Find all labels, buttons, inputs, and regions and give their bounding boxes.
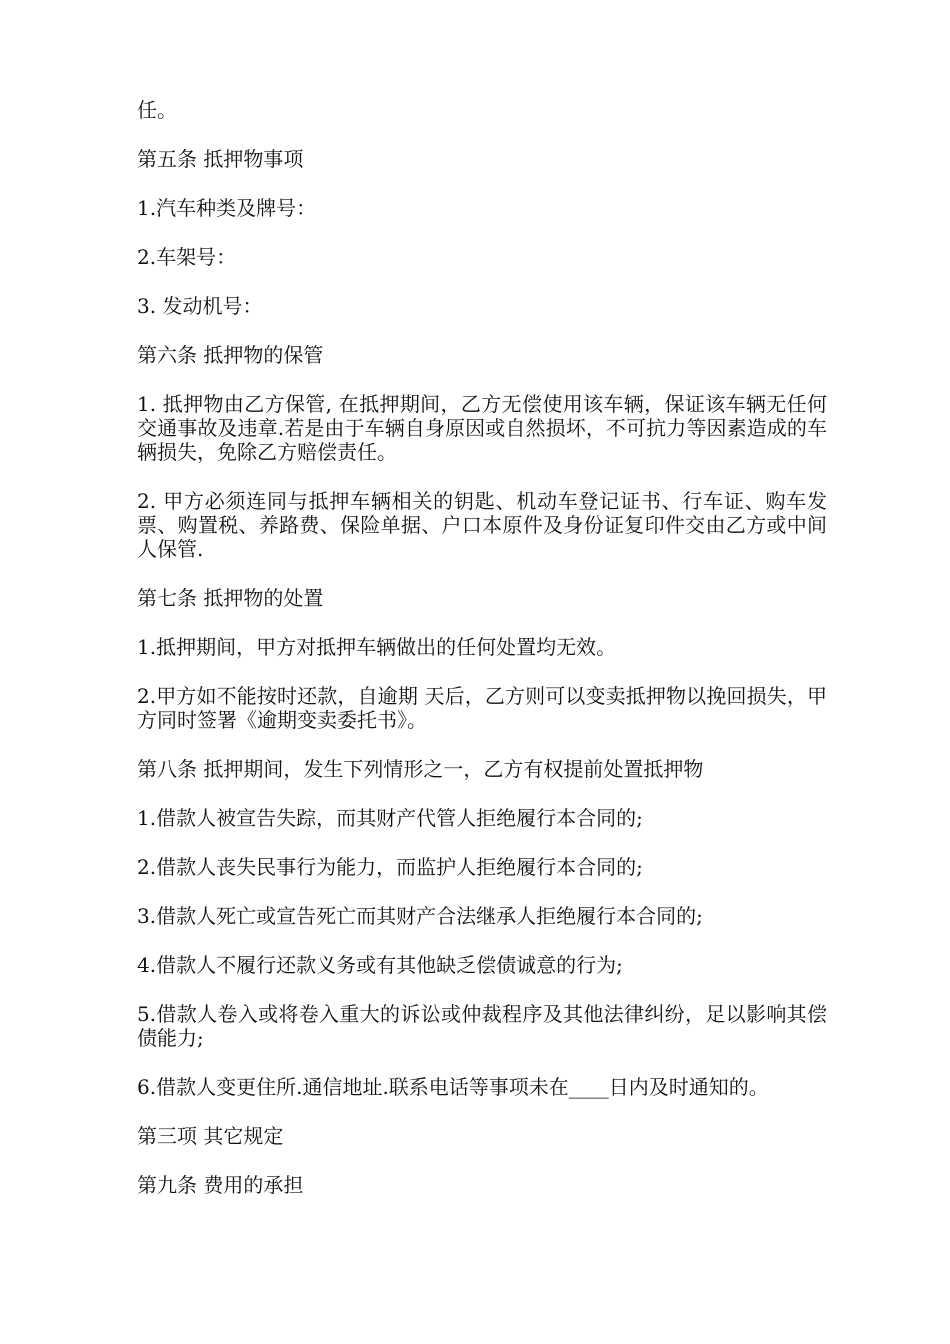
article-5-item-2: 2.车架号： <box>137 245 237 269</box>
article-8-item-4: 4.借款人不履行还款义务或有其他缺乏偿债诚意的行为; <box>137 953 623 977</box>
article-5-item-3: 3. 发动机号： <box>137 294 263 318</box>
article-8-item-2: 2.借款人丧失民事行为能力，而监护人拒绝履行本合同的; <box>137 855 643 879</box>
text-continuation: 任。 <box>137 98 177 122</box>
article-7-item-2: 2.甲方如不能按时还款，自逾期 天后，乙方则可以变卖抵押物以挽回损失，甲方同时签署《逾期变卖委托书》。 <box>137 684 827 732</box>
article-9-heading: 第九条 费用的承担 <box>137 1173 304 1197</box>
article-5-heading: 第五条 抵押物事项 <box>137 147 304 171</box>
article-8-item-5: 5.借款人卷入或将卷入重大的诉讼或仲裁程序及其他法律纠纷，足以影响其偿债能力; <box>137 1002 827 1050</box>
article-8-item-6: 6.借款人变更住所.通信地址.联系电话等事项未在____日内及时通知的。 <box>137 1075 769 1099</box>
article-6-item-1: 1. 抵押物由乙方保管, 在抵押期间，乙方无偿使用该车辆，保证该车辆无任何交通事故及违章.若是由于车辆自身原因或自然损坏，不可抗力等因素造成的车辆损失，免除乙方赔偿责任。 <box>137 392 827 464</box>
document-body <box>137 98 827 1222</box>
article-6-item-2: 2. 甲方必须连同与抵押车辆相关的钥匙、机动车登记证书、行车证、购车发票、购置税、养路费、保险单据、户口本原件及身份证复印件交由乙方或中间人保管. <box>137 489 827 561</box>
article-7-item-1: 1.抵押期间，甲方对抵押车辆做出的任何处置均无效。 <box>137 635 617 659</box>
article-7-heading: 第七条 抵押物的处置 <box>137 586 324 610</box>
article-8-item-1: 1.借款人被宣告失踪，而其财产代管人拒绝履行本合同的; <box>137 806 643 830</box>
article-8-item-3: 3.借款人死亡或宣告死亡而其财产合法继承人拒绝履行本合同的; <box>137 904 703 928</box>
article-8-heading: 第八条 抵押期间，发生下列情形之一，乙方有权提前处置抵押物 <box>137 757 704 781</box>
article-5-item-1: 1.汽车种类及牌号： <box>137 196 317 220</box>
article-6-heading: 第六条 抵押物的保管 <box>137 343 324 367</box>
section-3-heading: 第三项 其它规定 <box>137 1124 284 1148</box>
